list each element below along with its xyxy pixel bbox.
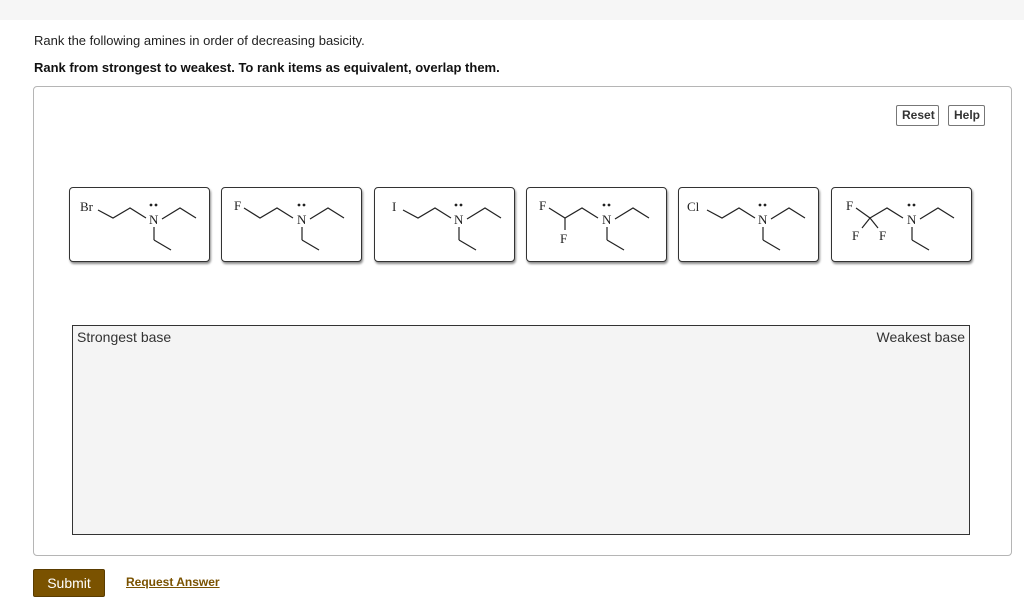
amine-structure [70, 188, 211, 263]
top-bar [0, 0, 1024, 20]
question-text: Rank the following amines in order of decreasing basicity. [34, 33, 365, 48]
amine-card-bromo[interactable] [69, 187, 210, 262]
reset-button[interactable]: Reset [896, 105, 939, 126]
rank-slot-4[interactable] [519, 325, 669, 535]
nitrogen-label: N [454, 212, 464, 227]
lower-substituent-label: F [879, 228, 887, 243]
question-instruction: Rank from strongest to weakest. To rank items as equivalent, overlap them. [34, 60, 500, 75]
strongest-base-label: Strongest base [77, 329, 172, 345]
substituent-label: F [539, 198, 547, 213]
amine-card-fluoro[interactable] [221, 187, 362, 262]
substituent-label: F [846, 198, 854, 213]
rank-slot-1[interactable] [72, 325, 222, 535]
rank-slot-2[interactable] [220, 325, 370, 535]
amine-card-difluoro[interactable] [526, 187, 667, 262]
amine-structure [832, 188, 973, 263]
amine-structure [527, 188, 668, 263]
amine-structure [222, 188, 363, 263]
rank-slot-5[interactable] [667, 325, 818, 535]
amine-structure [375, 188, 516, 263]
rank-slot-6[interactable] [817, 325, 970, 535]
amine-card-trifluoro[interactable] [831, 187, 972, 262]
amine-card-chloro[interactable] [678, 187, 819, 262]
substituent-label: Br [80, 199, 93, 214]
rank-slot-3[interactable] [369, 325, 520, 535]
nitrogen-label: N [297, 212, 307, 227]
submit-button[interactable]: Submit [33, 569, 105, 597]
substituent-label: Cl [687, 199, 700, 214]
nitrogen-label: N [758, 212, 768, 227]
weakest-base-label: Weakest base [876, 329, 965, 345]
nitrogen-label: N [907, 212, 917, 227]
substituent-label: I [392, 199, 397, 214]
substituent-label: F [234, 198, 242, 213]
amine-card-iodo[interactable] [374, 187, 515, 262]
help-button[interactable]: Help [948, 105, 985, 126]
nitrogen-label: N [602, 212, 612, 227]
lower-substituent-label: F [560, 231, 568, 246]
request-answer-link[interactable]: Request Answer [126, 575, 220, 589]
lower-substituent-label: F [852, 228, 860, 243]
nitrogen-label: N [149, 212, 159, 227]
amine-structure [679, 188, 820, 263]
